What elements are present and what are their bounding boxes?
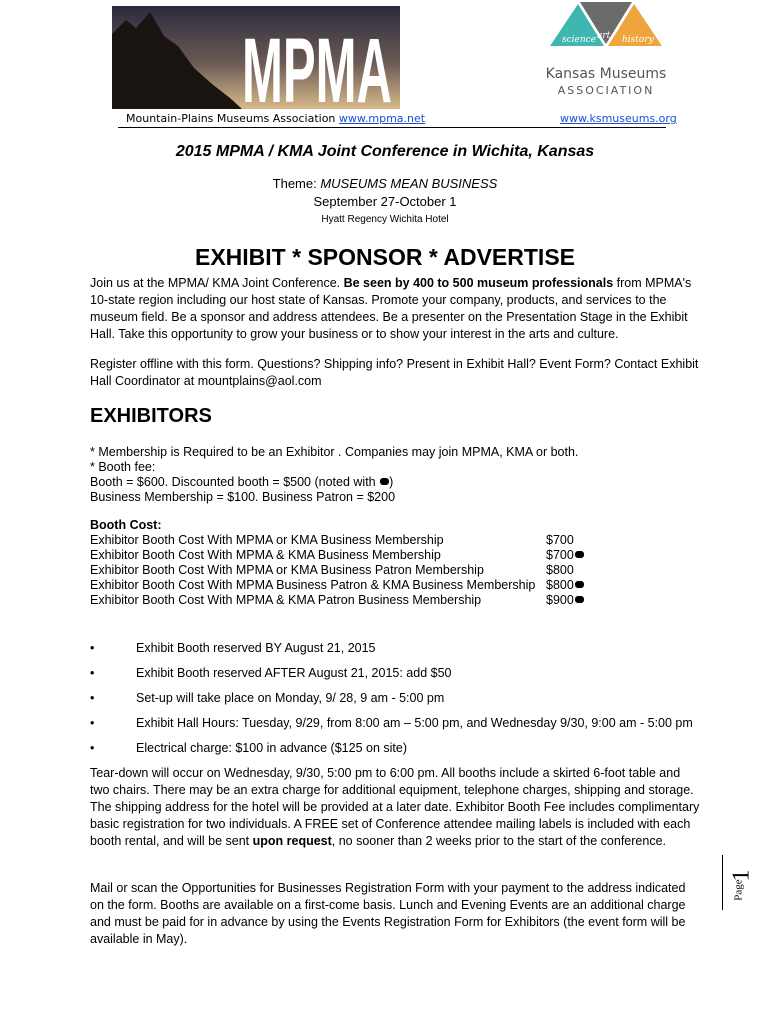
discount-marker-icon bbox=[575, 551, 584, 558]
page-number bbox=[730, 858, 760, 908]
bullet-icon: • bbox=[90, 666, 95, 680]
kma-logo bbox=[540, 2, 672, 102]
page-number-value: 1 bbox=[728, 869, 755, 882]
page-label: Page bbox=[732, 879, 745, 901]
intro-text-2: from MPMA's 10-state region including our host state of Kansas. Promote your company, products, and services to the museum field. Be a sponsor and address attendees. Be a presenter on the Presentation Stage in the Exhibit Hall. Take this opportunity to grow your business or to show your interest in the arts and culture. bbox=[90, 276, 692, 341]
exhibitors-heading: EXHIBITORS bbox=[90, 405, 212, 427]
teardown-text-2: , no sooner than 2 weeks prior to the start of the conference. bbox=[331, 834, 667, 848]
page-number-divider bbox=[722, 855, 723, 910]
booth-cost-label: Exhibitor Booth Cost With MPMA or KMA Business Patron Membership bbox=[90, 563, 484, 577]
booth-cost-label: Exhibitor Booth Cost With MPMA Business Patron & KMA Business Membership bbox=[90, 578, 536, 592]
booth-cost-row bbox=[90, 578, 610, 593]
kma-subtitle: ASSOCIATION bbox=[557, 84, 655, 97]
mpma-name: Mountain-Plains Museums Association bbox=[126, 112, 339, 125]
conference-theme bbox=[0, 176, 770, 191]
list-item bbox=[90, 666, 710, 682]
booth-cost-row bbox=[90, 593, 610, 608]
kma-word-science: science bbox=[562, 35, 597, 45]
bullet-text: Exhibit Booth reserved BY August 21, 2015 bbox=[136, 641, 376, 655]
bullet-icon: • bbox=[90, 741, 95, 755]
theme-value: MUSEUMS MEAN BUSINESS bbox=[320, 176, 498, 191]
booth-cost-row bbox=[90, 548, 610, 563]
booth-fee-label: * Booth fee: bbox=[90, 460, 156, 474]
mpma-logo-text: MPMA bbox=[242, 20, 392, 109]
conference-venue: Hyatt Regency Wichita Hotel bbox=[321, 214, 449, 225]
kma-word-art: art bbox=[597, 31, 611, 41]
mpma-logo bbox=[112, 6, 400, 109]
kma-word-history: history bbox=[622, 35, 654, 45]
teardown-text-1: Tear-down will occur on Wednesday, 9/30, 5:00 pm to 6:00 pm. All booths include a skirted 6-foot table and two chairs. There may be an extra charge for additional equipment, telephone charges, shipping and storage. The shipping address for the hotel will be provided at a later date. Exhibitor Booth Fee includes complimentary basic registration for two individuals. A FREE set of Conference attendee mailing labels is included with each booth rental, and will be sent bbox=[90, 766, 700, 848]
mail-paragraph: Mail or scan the Opportunities for Businesses Registration Form with your payment to the address indicated on the form. Booths are available on a first-come basis. Lunch and Evening Events are an additional charge and must be paid for in advance by using the Events Registration Form for Exhibitors (the event form will be available in May). bbox=[90, 881, 686, 946]
bullet-icon: • bbox=[90, 641, 95, 655]
discount-marker-icon bbox=[575, 581, 584, 588]
booth-cost-label: Exhibitor Booth Cost With MPMA & KMA Business Membership bbox=[90, 548, 441, 562]
bullet-text: Exhibit Booth reserved AFTER August 21, 2015: add $50 bbox=[136, 666, 452, 680]
conference-dates: September 27-October 1 bbox=[313, 194, 457, 209]
membership-note: * Membership is Required to be an Exhibitor . Companies may join MPMA, KMA or both. bbox=[90, 445, 579, 459]
list-item bbox=[90, 741, 710, 757]
intro-text-1: Join us at the MPMA/ KMA Joint Conference. bbox=[90, 276, 344, 290]
booth-cost-price: $800 bbox=[546, 578, 584, 593]
ksmuseums-link[interactable]: www.ksmuseums.org bbox=[560, 112, 677, 125]
mpma-link[interactable]: www.mpma.net bbox=[338, 112, 426, 125]
booth-price-line bbox=[90, 475, 393, 490]
bullet-text: Exhibit Hall Hours: Tuesday, 9/29, from 8:00 am – 5:00 pm, and Wednesday 9/30, 9:00 am - 5:00 pm bbox=[136, 716, 693, 730]
booth-cost-heading: Booth Cost: bbox=[90, 518, 162, 532]
intro-paragraph bbox=[90, 275, 700, 343]
bullet-icon: • bbox=[90, 691, 95, 705]
theme-label: Theme: bbox=[272, 176, 321, 191]
list-item bbox=[90, 716, 710, 732]
list-item bbox=[90, 641, 710, 657]
booth-price-text-a: Booth = $600. Discounted booth = $500 (noted with bbox=[90, 475, 380, 489]
register-paragraph: Register offline with this form. Questions? Shipping info? Present in Exhibit Hall? Event Form? Contact Exhibit Hall Coordinator at mountplains@aol.com bbox=[90, 357, 699, 388]
list-item bbox=[90, 691, 710, 707]
booth-cost-price: $700 bbox=[546, 548, 584, 563]
bullet-text: Set-up will take place on Monday, 9/ 28, 9 am - 5:00 pm bbox=[136, 691, 445, 705]
booth-cost-price: $700 bbox=[546, 533, 574, 547]
discount-marker-icon bbox=[380, 478, 389, 485]
conference-title: 2015 MPMA / KMA Joint Conference in Wichita, Kansas bbox=[175, 143, 595, 160]
booth-cost-label: Exhibitor Booth Cost With MPMA or KMA Business Membership bbox=[90, 533, 444, 547]
kma-name: Kansas Museums bbox=[545, 66, 667, 82]
teardown-bold: upon request bbox=[252, 834, 332, 848]
main-heading: EXHIBIT * SPONSOR * ADVERTISE bbox=[195, 244, 575, 270]
header-divider bbox=[118, 127, 666, 128]
booth-price-text-b: ) bbox=[389, 475, 394, 489]
booth-cost-label: Exhibitor Booth Cost With MPMA & KMA Patron Business Membership bbox=[90, 593, 482, 607]
intro-bold: Be seen by 400 to 500 museum professionals bbox=[343, 276, 614, 290]
teardown-paragraph bbox=[90, 765, 702, 850]
booth-cost-row bbox=[90, 533, 610, 548]
booth-cost-price: $900 bbox=[546, 593, 584, 608]
membership-price-line: Business Membership = $100. Business Patron = $200 bbox=[90, 490, 396, 504]
header-left bbox=[126, 112, 425, 125]
bullet-text: Electrical charge: $100 in advance ($125 on site) bbox=[136, 741, 407, 755]
booth-cost-price: $800 bbox=[546, 563, 574, 577]
booth-cost-row bbox=[90, 563, 610, 578]
bullet-icon: • bbox=[90, 716, 95, 730]
discount-marker-icon bbox=[575, 596, 584, 603]
